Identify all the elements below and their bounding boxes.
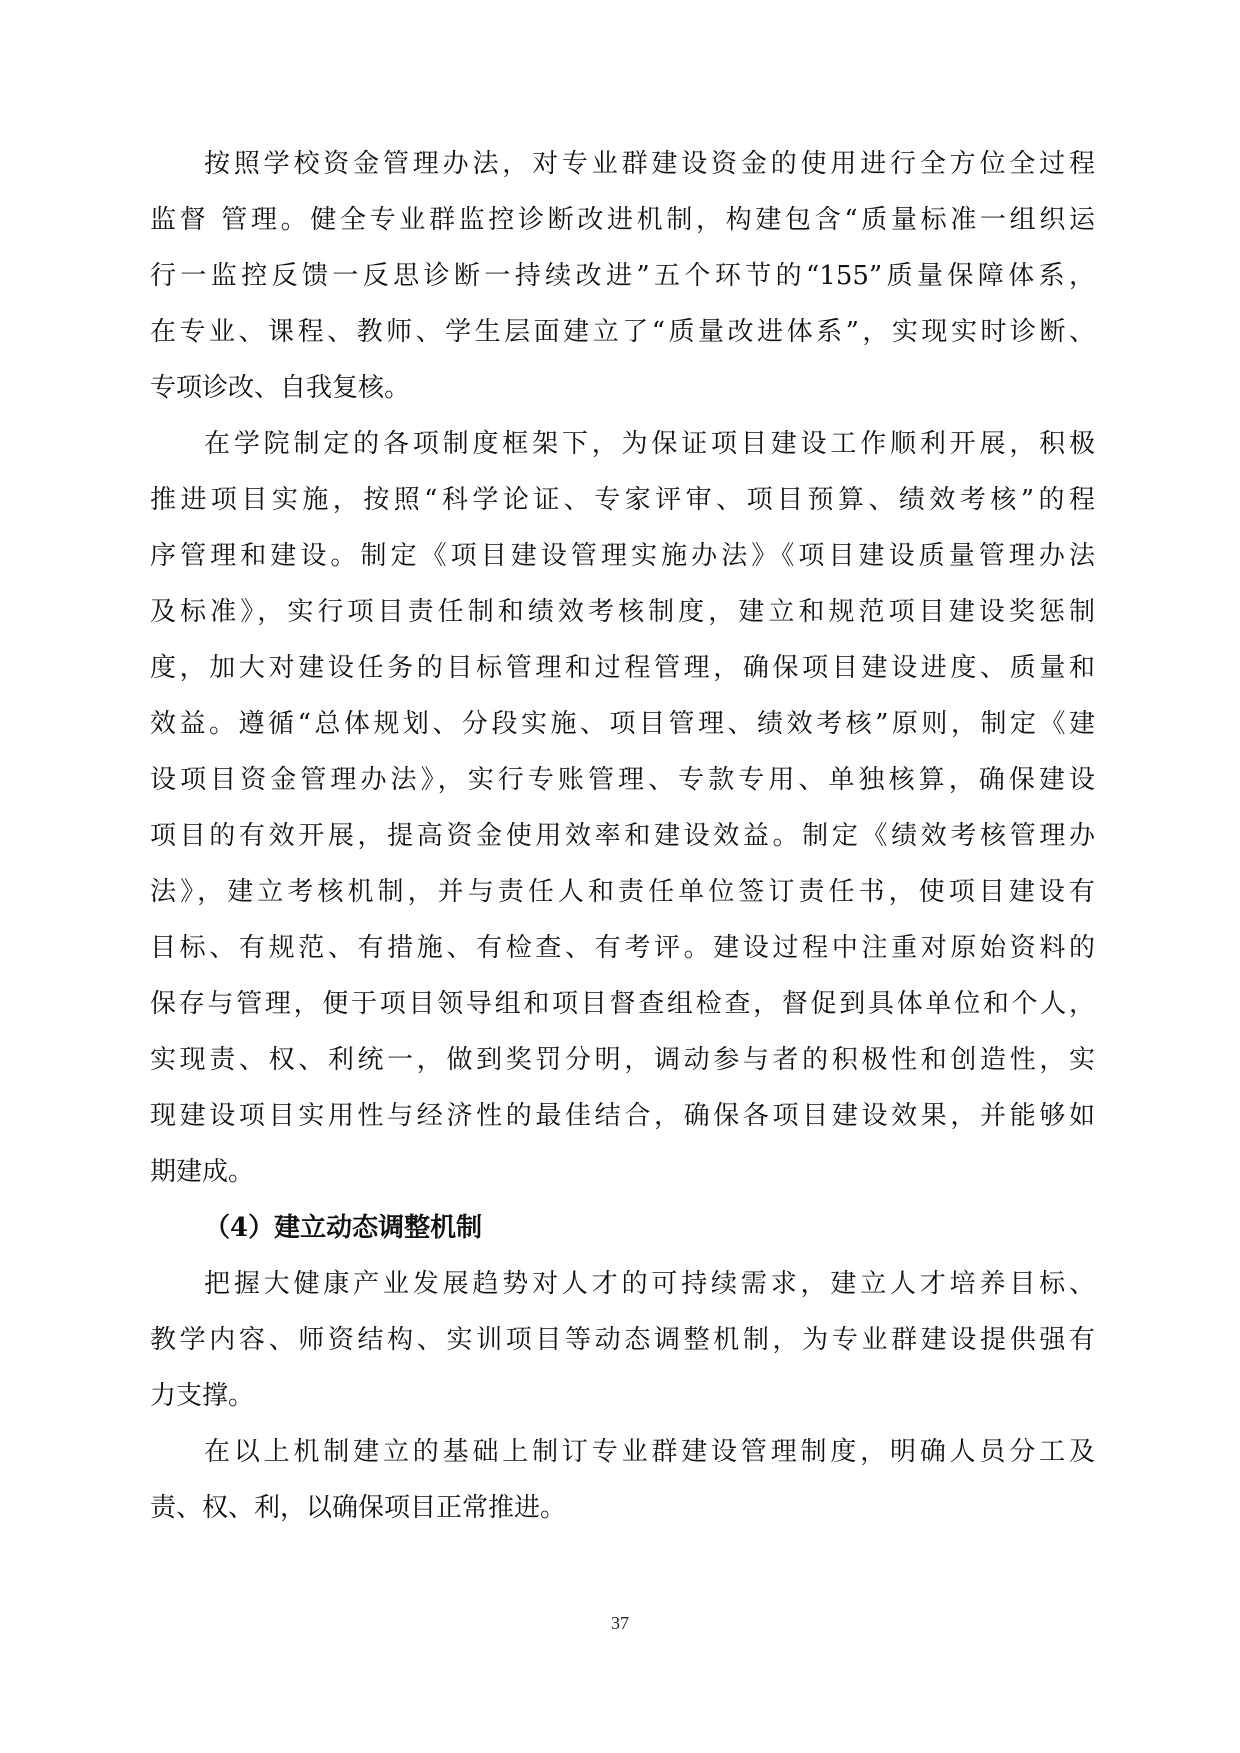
text-line: 及标准》，实行项目责任制和绩效考核制度，建立和规范项目建设奖惩制 (150, 597, 1095, 627)
text-line: 序管理和建设。制定《项目建设管理实施办法》《项目建设质量管理办法 (150, 541, 1095, 571)
document-body (150, 136, 1095, 1536)
text-line: 在以上机制建立的基础上制订专业群建设管理制度，明确人员分工及 (204, 1437, 1095, 1467)
paragraph-project-management (150, 416, 1095, 1200)
text-line: 责、权、利，以确保项目正常推进。 (150, 1493, 567, 1523)
text-line: 在学院制定的各项制度框架下，为保证项目建设工作顺利开展，积极 (204, 429, 1095, 459)
text-line: 把握大健康产业发展趋势对人才的可持续需求，建立人才培养目标、 (204, 1269, 1095, 1299)
paragraph-dynamic-adjustment (150, 1256, 1095, 1424)
text-line: 效益。遵循“总体规划、分段实施、项目管理、绩效考核”原则，制定《建 (150, 709, 1095, 739)
text-line: 教学内容、师资结构、实训项目等动态调整机制，为专业群建设提供强有 (150, 1325, 1095, 1355)
text-line: 力支撑。 (150, 1381, 255, 1411)
text-line: 实现责、权、利统一，做到奖罚分明，调动参与者的积极性和创造性，实 (150, 1045, 1095, 1075)
text-line: 期建成。 (150, 1157, 255, 1187)
text-line: 设项目资金管理办法》，实行专账管理、专款专用、单独核算，确保建设 (150, 765, 1095, 795)
text-line: 项目的有效开展，提高资金使用效率和建设效益。制定《绩效考核管理办 (150, 821, 1095, 851)
text-line: 专项诊改、自我复核。 (150, 373, 411, 403)
text-line: 行一监控反馈一反思诊断一持续改进”五个环节的“155”质量保障体系， (150, 261, 1095, 291)
paragraph-management-system (150, 1424, 1095, 1536)
text-line: 保存与管理，便于项目领导组和项目督查组检查，督促到具体单位和个人， (150, 989, 1095, 1019)
text-line: 现建设项目实用性与经济性的最佳结合，确保各项目建设效果，并能够如 (150, 1101, 1095, 1131)
text-line: 按照学校资金管理办法，对专业群建设资金的使用进行全方位全过程 (204, 149, 1095, 179)
text-line: 在专业、课程、教师、学生层面建立了“质量改进体系”，实现实时诊断、 (150, 317, 1095, 347)
text-line: 推进项目实施，按照“科学论证、专家评审、项目预算、绩效考核”的程 (150, 485, 1095, 515)
text-line: 目标、有规范、有措施、有检查、有考评。建设过程中注重对原始资料的 (150, 933, 1095, 963)
text-line: 监督 管理。健全专业群监控诊断改进机制，构建包含“质量标准一组织运 (150, 205, 1095, 235)
page-number: 37 (611, 1613, 629, 1633)
text-line: 法》，建立考核机制，并与责任人和责任单位签订责任书，使项目建设有 (150, 877, 1095, 907)
section-heading: （4）建立动态调整机制 (204, 1213, 483, 1243)
paragraph-fund-supervision (150, 136, 1095, 416)
text-line: 度，加大对建设任务的目标管理和过程管理，确保项目建设进度、质量和 (150, 653, 1095, 683)
